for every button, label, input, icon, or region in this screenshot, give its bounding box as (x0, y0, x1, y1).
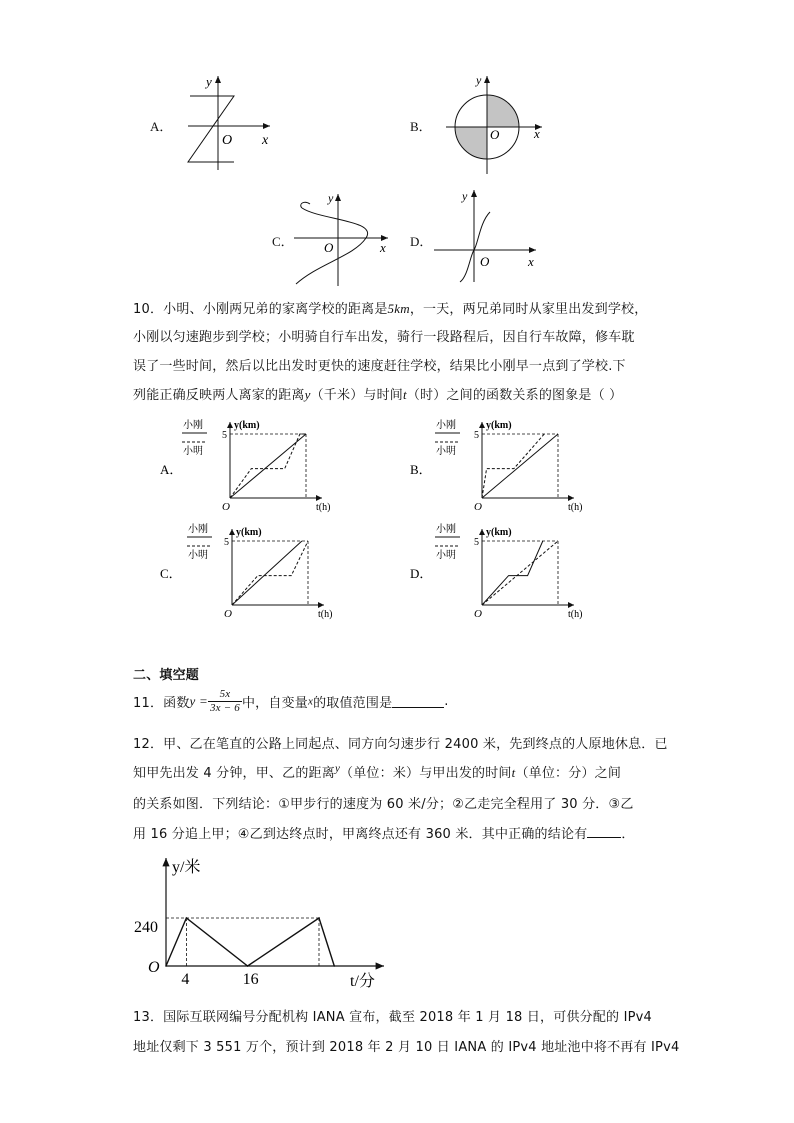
q13-line-1: 13．国际互联网编号分配机构 IANA 宣布，截至 2018 年 1 月 18 日，可供分配的 IPv4 (133, 1010, 653, 1025)
q12-answer-blank[interactable] (587, 825, 621, 838)
q9-c-y-label: y (328, 191, 334, 205)
q10-c-x-label: t(h) (318, 609, 333, 620)
q12-x-tick-16: 16 (242, 971, 259, 988)
q9-d-origin: O (480, 254, 490, 269)
q10-a-origin: O (222, 501, 230, 513)
q12-y-label: y/米 (172, 859, 201, 876)
q11-fraction: $\frac{5x}{3x - 6}$ (209, 688, 240, 714)
q10-d-y-label: y(km) (486, 527, 512, 538)
q10-b-origin: O (474, 501, 482, 513)
q10-a-legend-solid: 小刚 (183, 420, 203, 431)
q10-b-dashed-series (482, 434, 544, 498)
q10-b-legend-solid: 小刚 (436, 420, 456, 431)
q10-option-b-label: B． (410, 462, 432, 477)
q9-c-x-label: x (380, 240, 386, 255)
q10-d-legend-solid: 小刚 (436, 524, 456, 535)
q11-line: 11．函数y = $\frac{5x}{3x - 6}$ 中，自变量x的取值范围是 . (133, 688, 449, 714)
q11-answer-blank[interactable] (392, 695, 444, 708)
q10-line-4: 列能正确反映两人离家的距离y（千米）与时间t（时）之间的函数关系的图象是（ ） (133, 387, 623, 403)
q10-c-legend-dashed: 小明 (188, 550, 208, 561)
q10-b-x-label: t(h) (568, 502, 583, 513)
q10-a-x-label: t(h) (316, 502, 331, 513)
q10-d-x-label: t(h) (568, 609, 583, 620)
q10-b-legend-dashed: 小明 (436, 446, 456, 457)
q10-b-y-tick: 5 (474, 430, 479, 441)
q10-c-y-tick: 5 (224, 537, 229, 548)
q10-option-a-label: A． (160, 462, 183, 477)
q10-d-legend-dashed: 小明 (436, 550, 456, 561)
q9-d-y-label: y (462, 189, 468, 203)
q10-c-y-label: y(km) (236, 527, 262, 538)
q10-line-3: 误了一些时间，然后以比出发时更快的速度赶往学校，结果比小刚早一点到了学校.下 (133, 359, 626, 374)
q10-c-origin: O (224, 608, 232, 620)
q10-a-legend-dashed: 小明 (183, 446, 203, 457)
q10-d-solid-series (482, 541, 543, 605)
q9-option-a-label: A． (150, 119, 173, 134)
q9-c-origin: O (324, 240, 334, 255)
q10-a-y-tick: 5 (222, 430, 227, 441)
q10-distance: 5km (387, 301, 410, 316)
q10-line-1: 10．小明、小刚两兄弟的家离学校的距离是5km，一天，两兄弟同时从家里出发到学校， (133, 301, 648, 317)
q12-line-3: 的关系如图．下列结论：①甲步行的速度为 60 米/分；②乙走完全程用了 30 分．③乙 (133, 797, 634, 812)
q9-a-origin: O (222, 133, 233, 148)
q10-c-dashed-series (232, 541, 308, 605)
q12-origin: O (148, 959, 160, 976)
q12-x-label: t/分 (350, 973, 375, 990)
q10-c-legend-solid: 小刚 (188, 524, 208, 535)
q9-a-x-label: x (262, 133, 269, 148)
q10-b-solid-series (482, 434, 558, 498)
q12-line-4: 用 16 分追上甲；④乙到达终点时，甲离终点还有 360 米．其中正确的结论有 ． (133, 827, 635, 842)
q12-x-tick-4: 4 (181, 971, 190, 988)
q9-option-b-label: B． (410, 119, 432, 134)
q12-point-1 (186, 917, 188, 919)
q10-b-y-label: y(km) (486, 420, 512, 431)
q13-line-2: 地址仅剩下 3 551 万个，预计到 2018 年 2 月 10 日 IANA 的 IPv4 地址池中将不再有 IPv4 (133, 1040, 680, 1055)
q12-point-2 (247, 965, 249, 967)
q12-line-1: 12．甲、乙在笔直的公路上同起点、同方向匀速步行 2400 米，先到终点的人原地休息．已 (133, 737, 668, 752)
section-title-fill-blank: 二、填空题 (133, 668, 200, 683)
q10-c-solid-series (232, 541, 302, 605)
q12-point-0 (165, 965, 167, 967)
q9-b-x-label: x (534, 126, 540, 141)
q10-option-d-label: D． (410, 566, 433, 581)
q9-d-x-label: x (528, 254, 534, 269)
q9-option-c-label: C． (272, 234, 294, 249)
q12-series-line (166, 918, 334, 966)
q9-b-y-label: y (476, 73, 482, 87)
q12-line-2: 知甲先出发 4 分钟，甲、乙的距离$^y$（单位：米）与甲出发的时间t（单位：分）之间 (133, 762, 622, 781)
q10-d-dashed-series (482, 541, 558, 605)
q10-d-y-tick: 5 (474, 537, 479, 548)
q12-chart (134, 852, 400, 994)
q9-b-origin: O (490, 127, 500, 142)
q10-option-c-label: C． (160, 566, 182, 581)
q10-d-origin: O (474, 608, 482, 620)
q10-line-2: 小刚以匀速跑步到学校；小明骑自行车出发，骑行一段路程后，因自行车故障，修车耽 (133, 330, 635, 345)
q9-a-y-label: y (206, 74, 212, 89)
q10-a-solid-series (230, 434, 306, 498)
q10-a-y-label: y(km) (234, 420, 260, 431)
q12-y-tick-240: 240 (134, 919, 158, 936)
q12-point-4 (334, 965, 336, 967)
q9-option-d-label: D． (410, 234, 433, 249)
q12-point-3 (318, 917, 320, 919)
